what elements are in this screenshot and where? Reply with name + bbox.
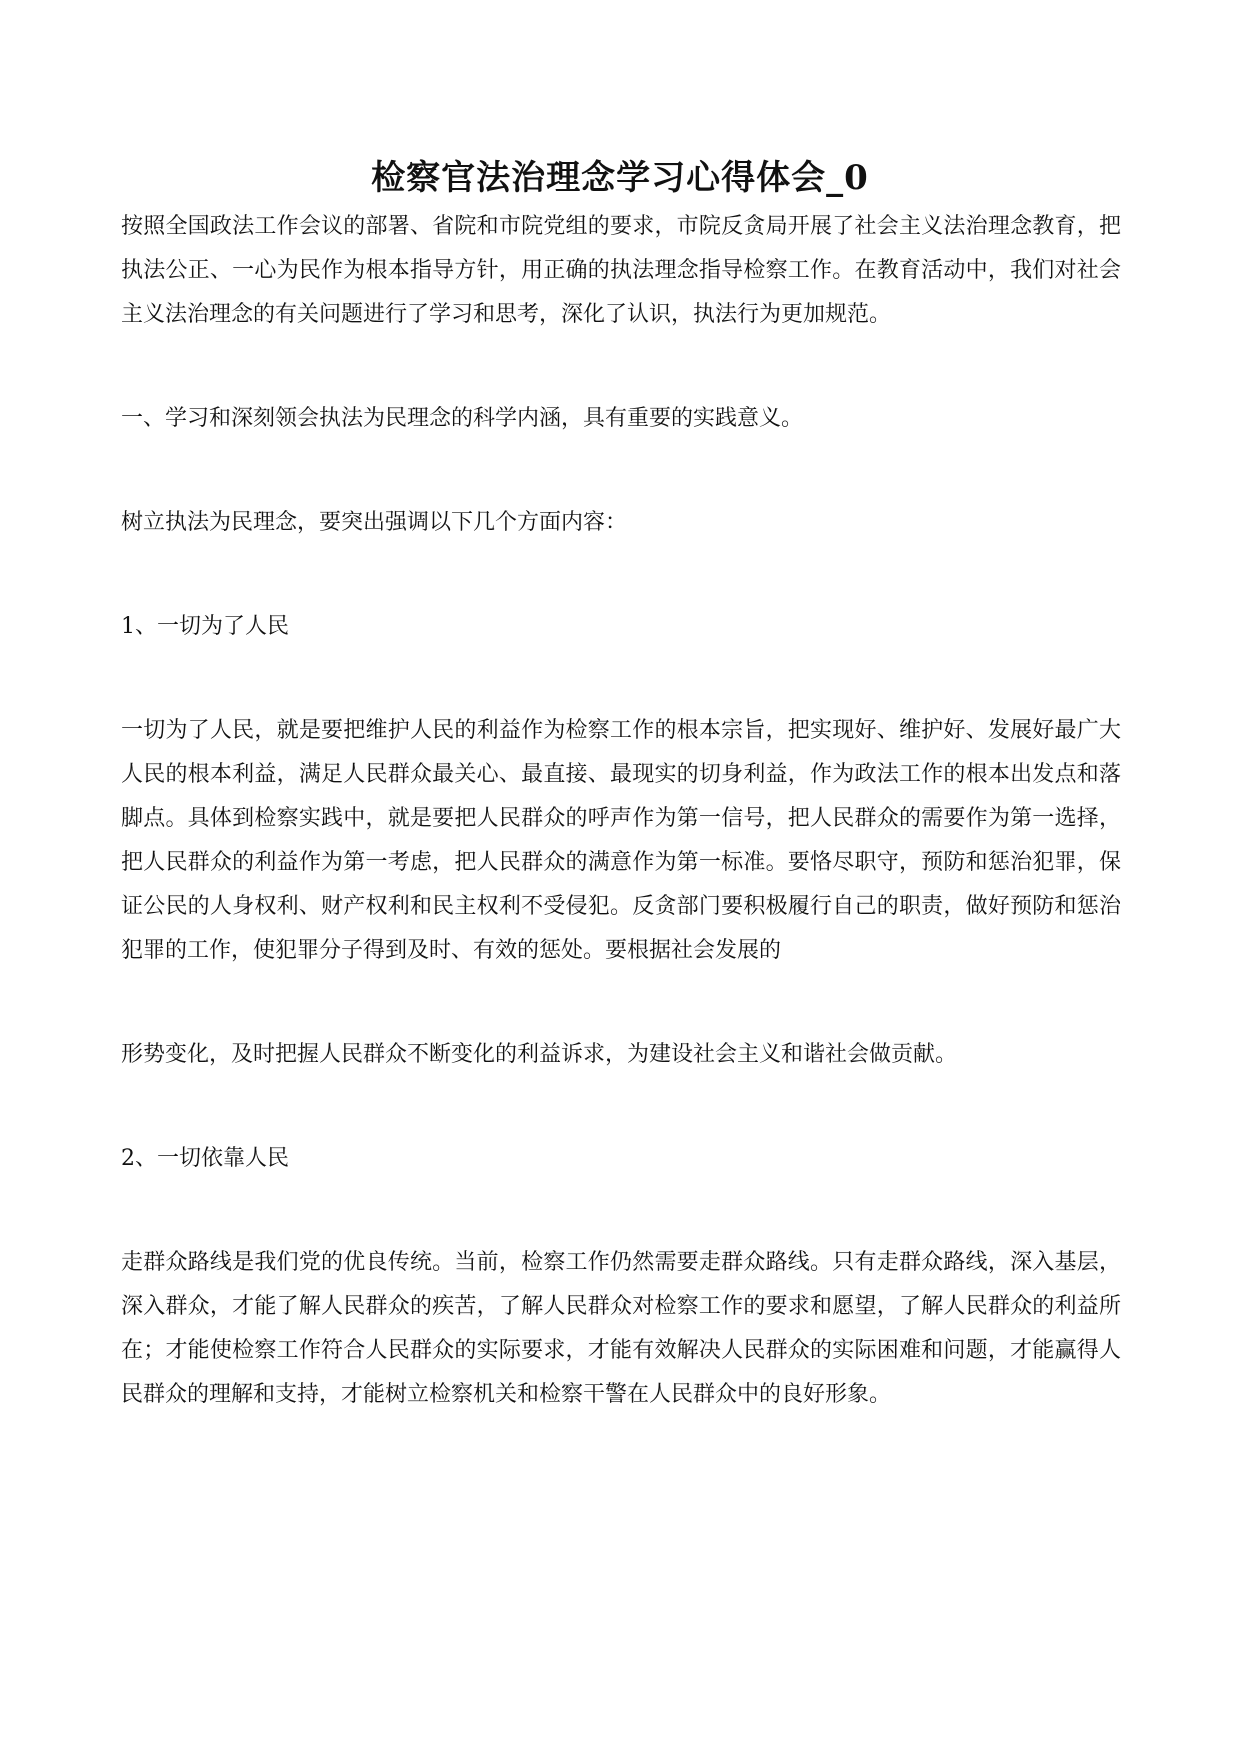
subheading-2: 2、一切依靠人民 (121, 1146, 289, 1171)
document-title: 检察官法治理念学习心得体会_0 (371, 158, 869, 198)
paragraph-rely-on-people: 走群众路线是我们党的优良传统。当前，检察工作仍然需要走群众路线。只有走群众路线，深入基层，深入群众，才能了解人民群众的疾苦，了解人民群众对检察工作的要求和愿望，了解人民群众的利益所在；才能使检察工作符合人民群众的实际要求，才能有效解决人民群众的实际困难和问题，才能赢得人民群众的理解和支持，才能树立检察机关和检察干警在人民群众中的良好形象。 (121, 1250, 1121, 1407)
subheading-1: 1、一切为了人民 (121, 614, 289, 639)
paragraph-for-people: 一切为了人民，就是要把维护人民的利益作为检察工作的根本宗旨，把实现好、维护好、发展好最广大人民的根本利益，满足人民群众最关心、最直接、最现实的切身利益，作为政法工作的根本出发点和落脚点。具体到检察实践中，就是要把人民群众的呼声作为第一信号，把人民群众的需要作为第一选择，把人民群众的利益作为第一考虑，把人民群众的满意作为第一标准。要恪尽职守，预防和惩治犯罪，保证公民的人身权利、财产权利和民主权利不受侵犯。反贪部门要积极履行自己的职责，做好预防和惩治犯罪的工作，使犯罪分子得到及时、有效的惩处。要根据社会发展的 (121, 718, 1121, 963)
section-heading-1: 一、学习和深刻领会执法为民理念的科学内涵，具有重要的实践意义。 (121, 406, 804, 431)
paragraph-intro: 按照全国政法工作会议的部署、省院和市院党组的要求，市院反贪局开展了社会主义法治理念教育，把执法公正、一心为民作为根本指导方针，用正确的执法理念指导检察工作。在教育活动中，我们对社会主义法治理念的有关问题进行了学习和思考，深化了认识，执法行为更加规范。 (121, 214, 1121, 327)
paragraph-continuation: 形势变化，及时把握人民群众不断变化的利益诉求，为建设社会主义和谐社会做贡献。 (121, 1042, 958, 1067)
paragraph-lead: 树立执法为民理念，要突出强调以下几个方面内容： (121, 510, 628, 535)
document-body (121, 205, 1121, 1417)
